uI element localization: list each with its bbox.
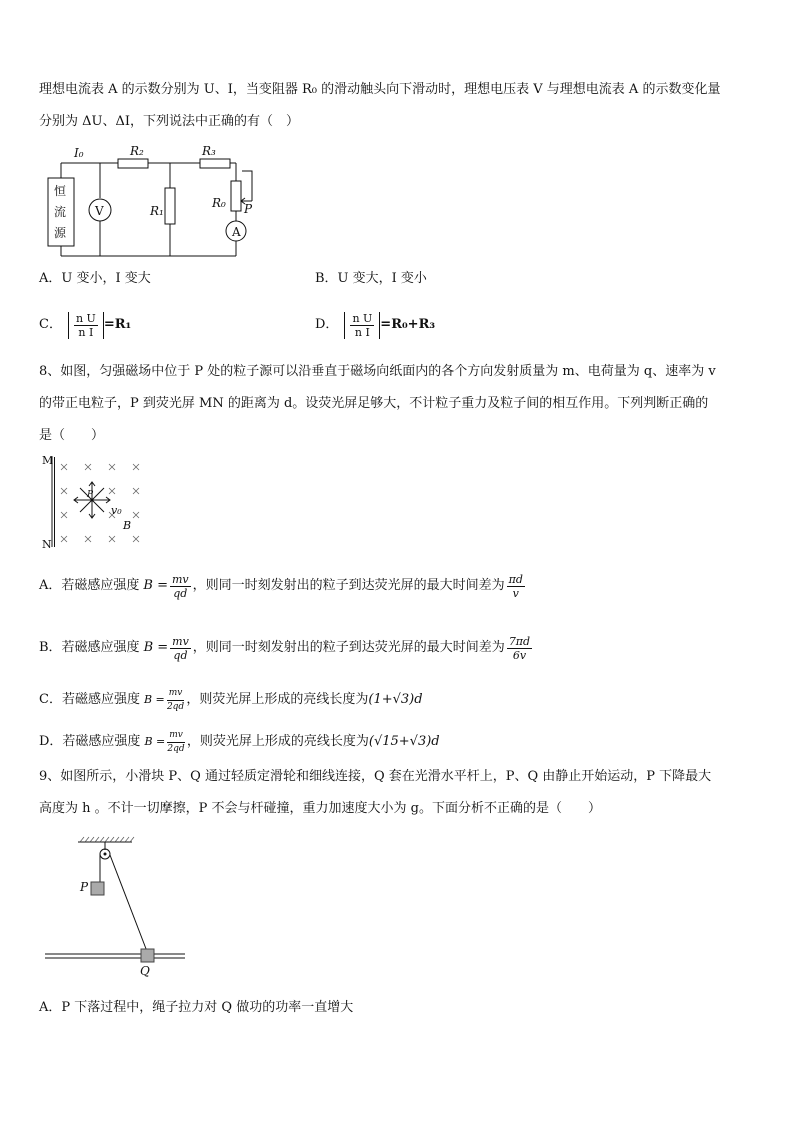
q7-option-c-num: n U (75, 311, 96, 325)
label-a: A (232, 225, 241, 239)
ceiling-hatch (105, 837, 109, 842)
q8-option-c-mid: ，则荧光屏上形成的亮线长度为 (186, 692, 369, 707)
q8-option-d-text: D．若磁感应强度 (39, 734, 141, 749)
q8-magnetic-field-diagram (40, 452, 160, 552)
q8-option-b-rd: 6v (512, 648, 527, 662)
source-char-2: 流 (54, 205, 67, 219)
q8-option-b-text: B．若磁感应强度 (39, 640, 140, 655)
q8-stem-line1: 8、如图，匀强磁场中位于 P 处的粒子源可以沿垂直于磁场向纸面内的各个方向发射质量为 m、电荷量为 q、速率为 v (39, 364, 716, 379)
q8-option-b-rn: 7πd (508, 634, 531, 648)
q8-option-a-rd: v (512, 586, 519, 600)
label-r3: R₃ (202, 144, 216, 158)
label-v0: v₀ (111, 504, 122, 517)
q8-option-d-result: (√15+√3)d (368, 734, 440, 749)
q8-stem-line3: 是（ ） (39, 428, 105, 443)
block-q (141, 949, 154, 962)
q8-option-a[interactable] (39, 566, 527, 606)
q8-option-c-result: (1+√3)d (368, 692, 423, 707)
label-i0: I₀ (74, 146, 84, 160)
label-p: P (80, 880, 89, 894)
q9-option-a[interactable]: A．P 下落过程中，绳子拉力对 Q 做功的功率一直增大 (39, 1000, 354, 1015)
q8-option-d-fn: mv (167, 729, 185, 743)
q7-option-d-num: n U (352, 311, 373, 325)
label-q: Q (140, 964, 150, 978)
q7-option-a[interactable]: A．U 变小，I 变大 (39, 271, 151, 286)
q7-stem-line1: 理想电流表 A 的示数分别为 U、I，当变阻器 R₀ 的滑动触头向下滑动时，理想电压表 V 与理想电流表 A 的示数变化量 (39, 82, 721, 97)
label-r0: R₀ (212, 196, 226, 210)
q8-option-b-fn: mv (172, 634, 189, 648)
ceiling-hatch (85, 837, 89, 842)
q7-stem-line2: 分别为 ΔU、ΔI，下列说法中正确的有（ ） (39, 114, 300, 129)
q8-option-d[interactable] (39, 726, 440, 758)
q7-circuit-diagram (40, 143, 270, 263)
label-m: M (42, 454, 54, 467)
resistor-r1 (165, 188, 175, 224)
source-char-3: 源 (54, 226, 67, 240)
q7-option-c[interactable] (39, 303, 131, 347)
resistor-r3 (200, 159, 230, 168)
q8-stem-line2: 的带正电粒子，P 到荧光屏 MN 的距离为 d。设荧光屏足够大，不计粒子重力及粒子间的相互作用。下列判断正确的 (39, 396, 709, 411)
q8-option-a-mid: ，则同一时刻发射出的粒子到达荧光屏的最大时间差为 (192, 578, 505, 593)
q8-option-a-b: B = (143, 578, 168, 593)
ceiling-hatch (130, 837, 134, 842)
q7-option-b[interactable]: B．U 变大，I 变小 (315, 271, 427, 286)
rope-to-q (110, 855, 148, 954)
q8-option-d-fd: 2qd (167, 743, 185, 754)
q7-option-c-rhs: =R₁ (103, 317, 132, 332)
q8-option-a-text: A．若磁感应强度 (39, 578, 140, 593)
label-r2: R₂ (130, 144, 144, 158)
label-n: N (42, 538, 52, 551)
ceiling-hatch (110, 837, 114, 842)
q7-option-c-den: n I (78, 325, 94, 339)
q8-option-d-b: B = (144, 735, 166, 748)
q8-option-c-b: B = (143, 693, 165, 706)
q9-stem-line1: 9、如图所示，小滑块 P、Q 通过轻质定滑轮和细线连接，Q 套在光滑水平杆上，P、Q 由静止开始运动，P 下降最大 (39, 769, 712, 784)
q8-option-b-b: B = (143, 640, 169, 655)
q7-option-c-prefix: C． (39, 317, 62, 332)
label-v: V (95, 204, 104, 218)
q9-pulley-diagram (40, 834, 190, 979)
q7-option-d-rhs: =R₀+R₃ (380, 317, 436, 332)
q8-option-a-fn: mv (171, 572, 189, 586)
ceiling-hatch (120, 837, 124, 842)
q8-option-c[interactable] (39, 684, 423, 716)
q8-option-b[interactable] (39, 628, 534, 668)
q9-stem-line2: 高度为 h 。不计一切摩擦，P 不会与杆碰撞，重力加速度大小为 g。下面分析不正确的是（ ） (39, 801, 601, 816)
q7-option-d[interactable] (315, 303, 435, 347)
q8-option-c-fn: mv (167, 687, 185, 701)
resistor-r2 (118, 159, 148, 168)
ceiling-hatch (125, 837, 129, 842)
ceiling-hatch (115, 837, 119, 842)
q8-option-a-rn: πd (508, 572, 523, 586)
ceiling-hatch (95, 837, 99, 842)
q8-option-d-mid: ，则荧光屏上形成的亮线长度为 (186, 734, 369, 749)
q8-option-c-fd: 2qd (166, 701, 185, 712)
q8-option-c-text: C．若磁感应强度 (39, 692, 140, 707)
q8-option-a-fd: qd (173, 586, 188, 600)
q8-option-b-mid: ，则同一时刻发射出的粒子到达荧光屏的最大时间差为 (192, 640, 505, 655)
block-p (91, 882, 104, 895)
q7-option-d-prefix: D． (315, 317, 339, 332)
ceiling-hatch (80, 837, 84, 842)
q8-option-b-fd: qd (173, 648, 188, 662)
label-r1: R₁ (150, 204, 164, 218)
source-char-1: 恒 (54, 184, 67, 198)
rheostat-r0 (231, 181, 241, 211)
label-p: P (87, 490, 94, 500)
label-p: P (244, 202, 253, 216)
label-b: B (123, 519, 132, 532)
ceiling-hatch (90, 837, 94, 842)
q7-option-d-den: n I (354, 325, 370, 339)
ceiling-hatch (100, 837, 104, 842)
